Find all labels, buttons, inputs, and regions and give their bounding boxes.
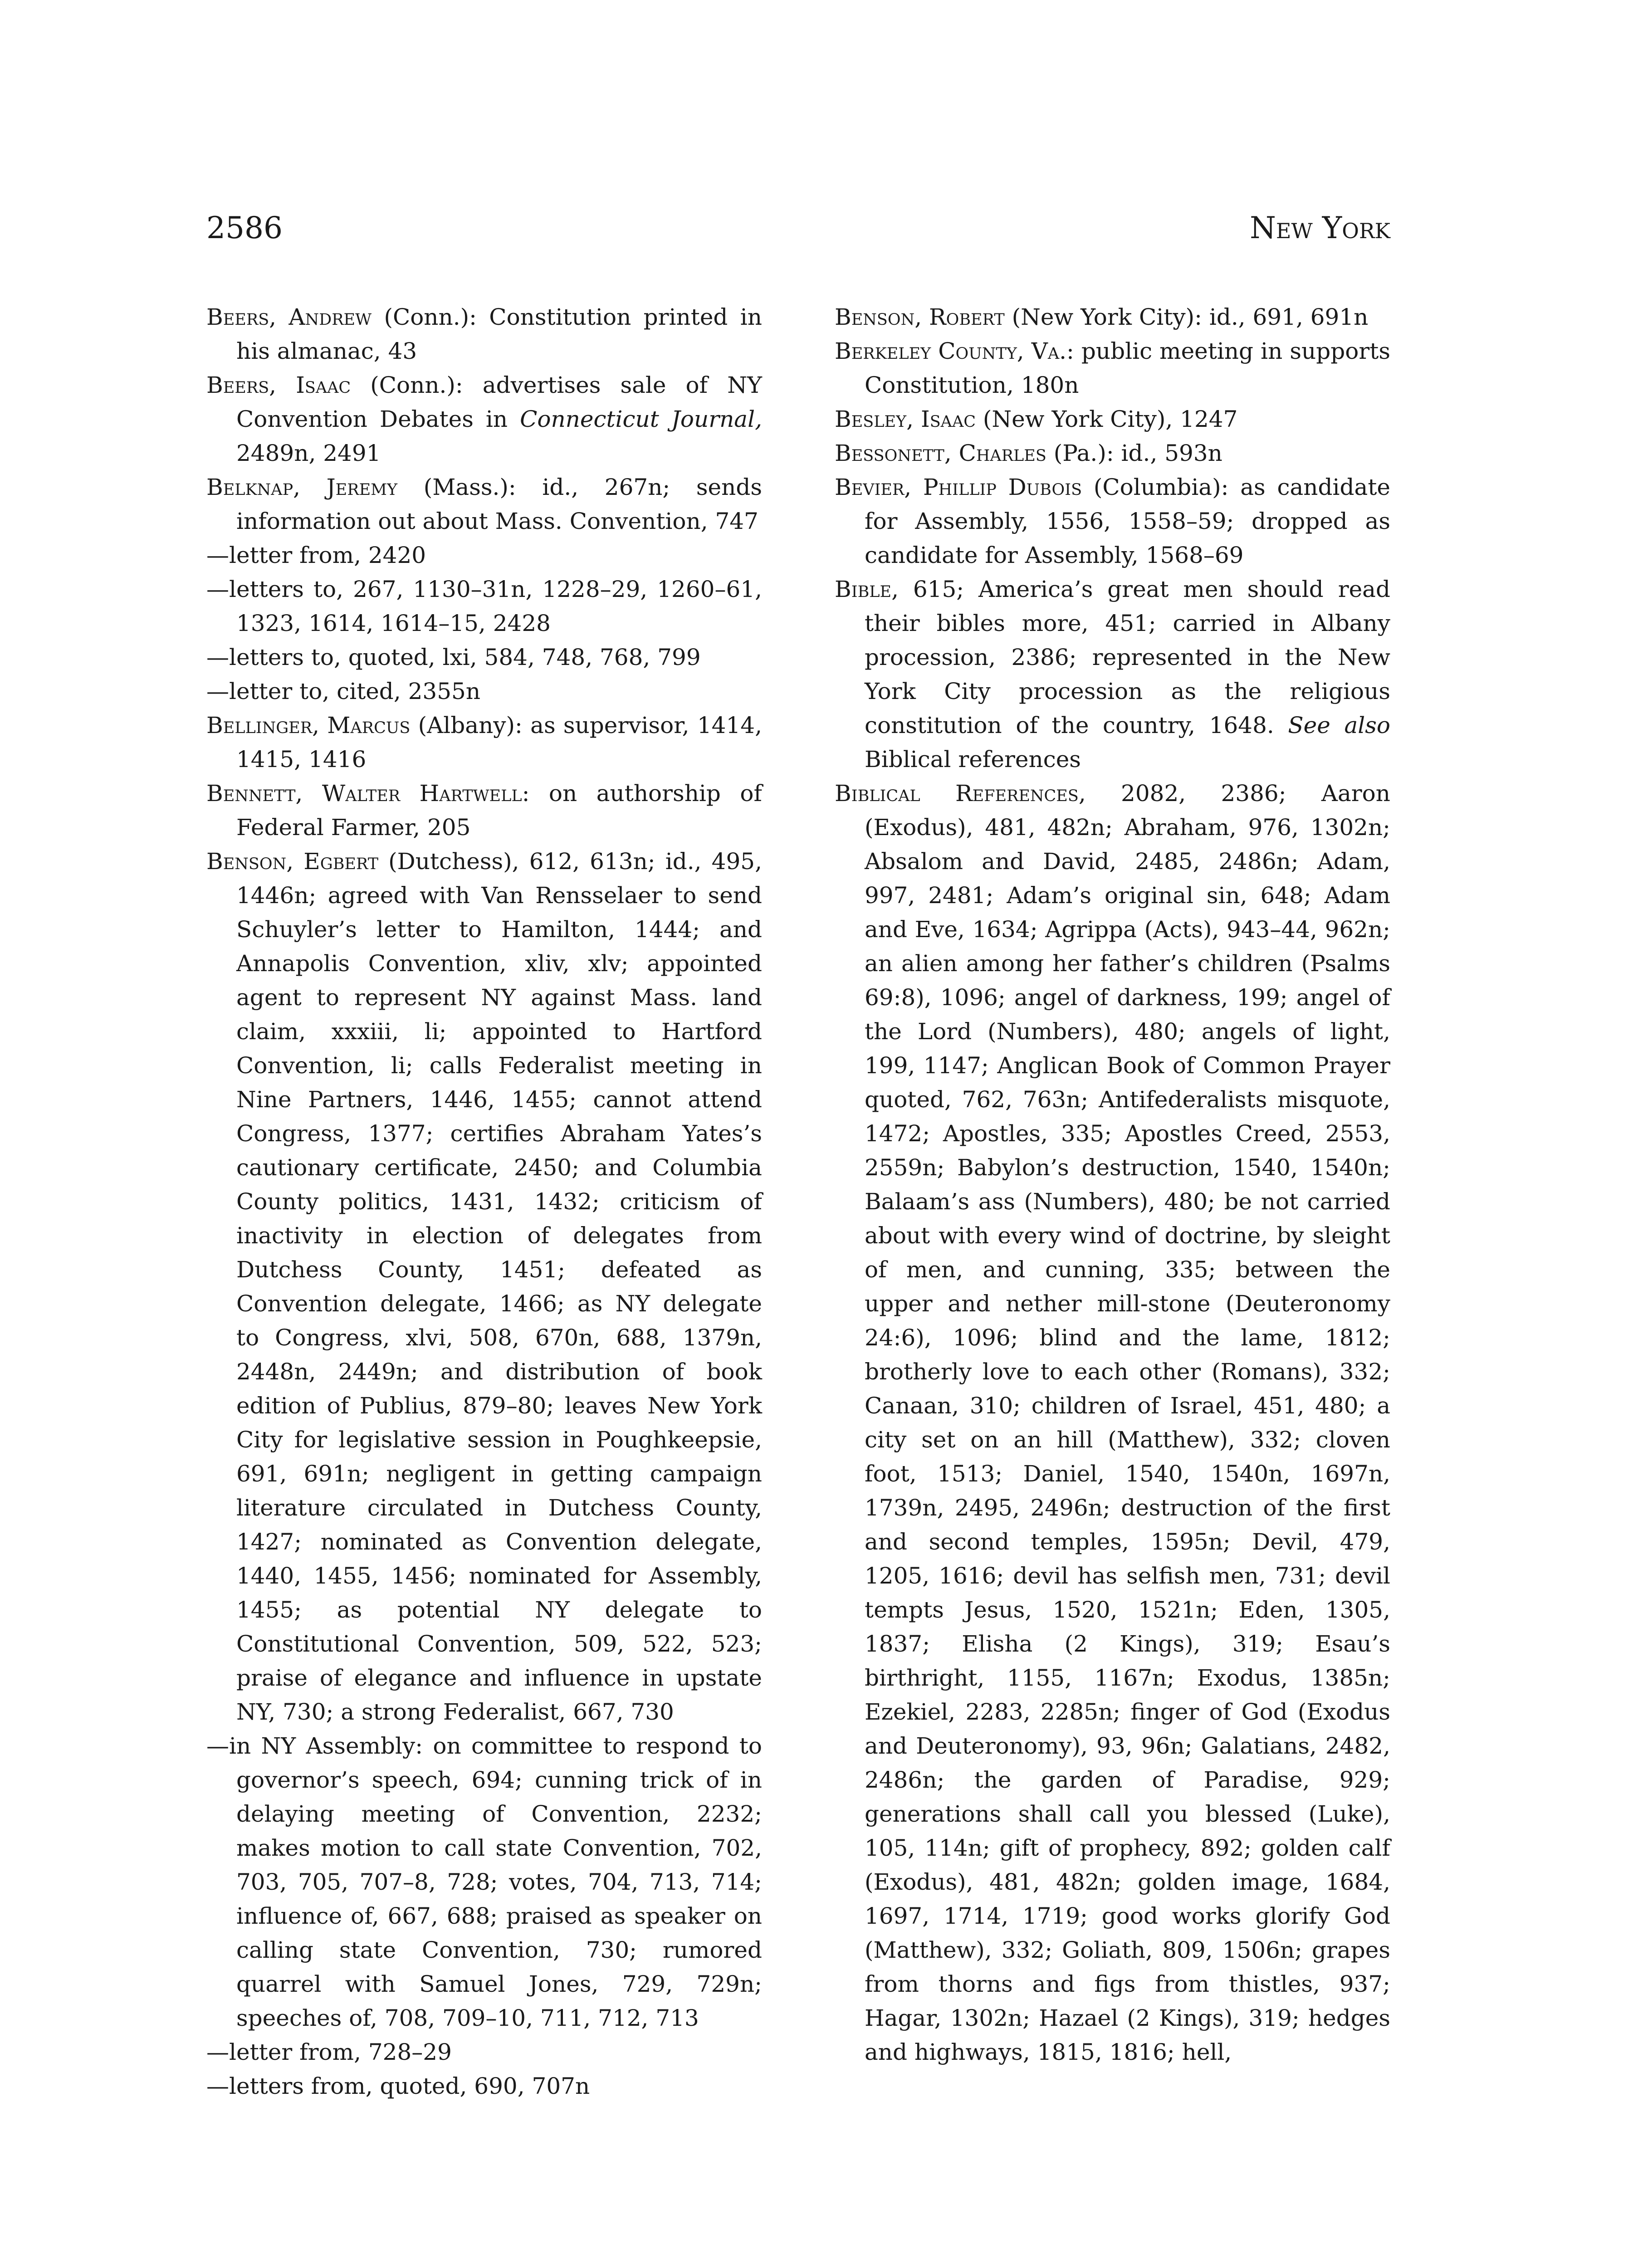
entry-text: , 615; America’s great men should read their bibles more, 451; carried in Albany procession, 2386; represented in the New York City procession as the religious constitution of the country, 1648. <box>865 576 1390 738</box>
entry-heading: Benson, Robert <box>835 304 1005 330</box>
entry-text: —letter from, 728–29 <box>206 2039 452 2065</box>
entry-heading: Belknap, Jeremy <box>206 474 398 500</box>
index-entry <box>206 640 762 675</box>
index-column-left <box>206 300 762 2103</box>
index-entry <box>835 436 1390 470</box>
entry-text: (Conn.): Constitution printed in his almanac, 43 <box>236 304 762 364</box>
index-entry <box>206 2069 762 2103</box>
entry-text: 2489n, 2491 <box>236 440 381 466</box>
entry-text: —letter from, 2420 <box>206 542 426 568</box>
entry-text: : public meeting in supports Constitution, 180n <box>865 338 1390 398</box>
index-entry <box>206 845 762 1729</box>
entry-text: (New York City): id., 691, 691n <box>1004 304 1369 330</box>
index-entry <box>835 470 1390 572</box>
index-entry <box>206 470 762 538</box>
entry-heading: Beers, Andrew <box>206 304 372 330</box>
entry-heading: Benson, Egbert <box>206 848 379 875</box>
entry-heading: Berkeley County, Va. <box>835 338 1067 364</box>
entry-text: (Pa.): id., 593n <box>1046 440 1222 466</box>
entry-italic: Connecticut Journal, <box>520 406 763 432</box>
entry-heading: Besley, Isaac <box>835 406 976 432</box>
index-entry <box>206 572 762 640</box>
entry-italic: See also <box>1288 712 1391 738</box>
index-entry <box>206 709 762 777</box>
entry-heading: Biblical References <box>835 780 1079 807</box>
index-entry <box>835 572 1390 777</box>
entry-text: : on authorship of Federal Farmer, 205 <box>236 780 763 841</box>
entry-text: (Dutchess), 612, 613n; id., 495, 1446n; agreed with Van Rensselaer to send Schuyler’s letter to Hamilton, 1444; and Annapolis Convention, xliv, xlv; appointed agent to represent NY against Mass. land claim, xxxiii, li; appointed to Hartford Convention, li; calls Federalist meeting in Nine Partners, 1446, 1455; cannot attend Congress, 1377; certifies Abraham Yates’s cautionary certificate, 2450; and Columbia County politics, 1431, 1432; criticism of inactivity in election of delegates from Dutchess County, 1451; defeated as Convention delegate, 1466; as NY delegate to Congress, xlvi, 508, 670n, 688, 1379n, 2448n, 2449n; and distribution of book edition of Publius, 879–80; leaves New York City for legislative session in Poughkeepsie, 691, 691n; negligent in getting campaign literature circulated in Dutchess County, 1427; nominated as Convention delegate, 1440, 1455, 1456; nominated for Assembly, 1455; as potential NY delegate to Constitutional Convention, 509, 522, 523; praise of elegance and influence in upstate NY, 730; a strong Federalist, 667, 730 <box>236 848 763 1725</box>
index-entry <box>206 300 762 368</box>
index-entry <box>835 777 1390 2069</box>
running-title: New York <box>1250 210 1390 245</box>
index-entry <box>206 675 762 709</box>
entry-text: —letter to, cited, 2355n <box>206 678 481 704</box>
entry-text: —letters to, 267, 1130–31n, 1228–29, 1260–61, 1323, 1614, 1614–15, 2428 <box>206 576 762 636</box>
entry-text: —letters to, quoted, lxi, 584, 748, 768, 799 <box>206 644 701 670</box>
entry-text: (New York City), 1247 <box>976 406 1238 432</box>
index-entry <box>206 2035 762 2069</box>
index-column-right <box>835 300 1390 2069</box>
entry-heading: Bessonett, Charles <box>835 440 1046 466</box>
entry-text: Biblical references <box>865 746 1081 772</box>
index-entry <box>206 777 762 845</box>
entry-heading: Bellinger, Marcus <box>206 712 411 738</box>
index-entry <box>206 1729 762 2035</box>
entry-heading: Beers, Isaac <box>206 372 351 398</box>
index-entry <box>835 402 1390 436</box>
page-number: 2586 <box>206 210 283 245</box>
index-entry <box>206 538 762 572</box>
entry-text: (Conn.): advertises sale of NY Convention Debates in <box>236 372 762 432</box>
index-entry <box>835 300 1390 334</box>
entry-text: , 2082, 2386; Aaron (Exodus), 481, 482n; Abraham, 976, 1302n; Absalom and David, 2485, 2486n; Adam, 997, 2481; Adam’s original sin, 648; Adam and Eve, 1634; Agrippa (Acts), 943–44, 962n; an alien among her father’s children (Psalms 69:8), 1096; angel of darkness, 199; angel of the Lord (Numbers), 480; angels of light, 199, 1147; Anglican Book of Common Prayer quoted, 762, 763n; Antifederalists misquote, 1472; Apostles, 335; Apostles Creed, 2553, 2559n; Babylon’s destruction, 1540, 1540n; Balaam’s ass (Numbers), 480; be not carried about with every wind of doctrine, by sleight of men, and cunning, 335; between the upper and nether mill-stone (Deuteronomy 24:6), 1096; blind and the lame, 1812; brotherly love to each other (Romans), 332; Canaan, 310; children of Israel, 451, 480; a city set on an hill (Matthew), 332; cloven foot, 1513; Daniel, 1540, 1540n, 1697n, 1739n, 2495, 2496n; destruction of the first and second temples, 1595n; Devil, 479, 1205, 1616; devil has selfish men, 731; devil tempts Jesus, 1520, 1521n; Eden, 1305, 1837; Elisha (2 Kings), 319; Esau’s birthright, 1155, 1167n; Exodus, 1385n; Ezekiel, 2283, 2285n; finger of God (Exodus and Deuteronomy), 93, 96n; Galatians, 2482, 2486n; the garden of Paradise, 929; generations shall call you blessed (Luke), 105, 114n; gift of prophecy, 892; golden calf (Exodus), 481, 482n; golden image, 1684, 1697, 1714, 1719; good works glorify God (Matthew), 332; Goliath, 809, 1506n; grapes from thorns and figs from thistles, 937; Hagar, 1302n; Hazael (2 Kings), 319; hedges and highways, 1815, 1816; hell, <box>865 780 1390 2065</box>
entry-text: (Columbia): as candidate for Assembly, 1556, 1558–59; dropped as candidate for Assembly, 1568–69 <box>865 474 1391 568</box>
entry-text: —letters from, quoted, 690, 707n <box>206 2073 590 2099</box>
entry-text: (Mass.): id., 267n; sends information out about Mass. Convention, 747 <box>236 474 762 534</box>
entry-heading: Bible <box>835 576 892 602</box>
entry-heading: Bevier, Phillip Dubois <box>835 474 1082 500</box>
entry-heading: Bennett, Walter Hartwell <box>206 780 522 807</box>
index-entry <box>206 368 762 470</box>
index-entry <box>835 334 1390 402</box>
page-header <box>206 210 1390 245</box>
entry-text: —in NY Assembly: on committee to respond to governor’s speech, 694; cunning trick of in delaying meeting of Convention, 2232; makes motion to call state Convention, 702, 703, 705, 707–8, 728; votes, 704, 713, 714; influence of, 667, 688; praised as speaker on calling state Convention, 730; rumored quarrel with Samuel Jones, 729, 729n; speeches of, 708, 709–10, 711, 712, 713 <box>206 1733 762 2031</box>
entry-text: (Albany): as supervisor, 1414, 1415, 1416 <box>236 712 762 772</box>
